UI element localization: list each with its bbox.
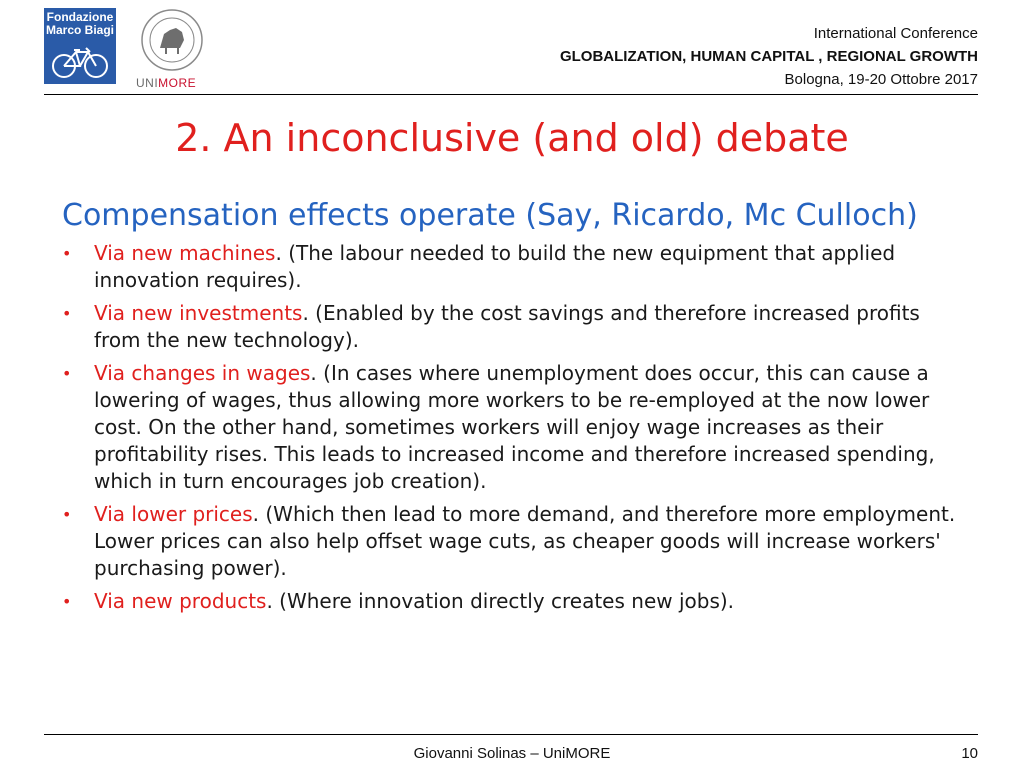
- bullet-list: [62, 240, 972, 615]
- bullet-highlight: Via new investments: [94, 301, 303, 325]
- bullet-icon: •: [62, 304, 72, 323]
- conference-line: International Conference: [813, 25, 978, 42]
- bullet-icon: •: [62, 505, 72, 524]
- bullet-text: . (Enabled by the cost savings and therefore increased profits from the new technology).: [94, 301, 920, 352]
- bullet-item: [62, 588, 972, 615]
- conference-header: [560, 22, 978, 91]
- slide-content: [62, 196, 972, 621]
- bullet-item: [62, 240, 972, 294]
- logo-line-1: Fondazione: [46, 10, 114, 24]
- bullet-text: . (In cases where unemployment does occur, this can cause a lowering of wages, thus allowing more workers to be re-employed at the now lower cost. On the other hand, sometimes workers will enjoy wage increases as their profitability rises. This leads to increased income and therefore increased spending, which in turn encourages job creation).: [94, 361, 935, 493]
- bullet-highlight: Via lower prices: [94, 502, 253, 526]
- bullet-icon: •: [62, 592, 72, 611]
- bullet-item: [62, 300, 972, 354]
- header-divider: [44, 94, 978, 95]
- page-number: 10: [961, 745, 978, 762]
- unimore-more: MORE: [158, 76, 197, 90]
- header-logos: [44, 8, 214, 90]
- bullet-highlight: Via new products: [94, 589, 267, 613]
- bullet-text: . (Where innovation directly creates new jobs).: [266, 589, 735, 613]
- bullet-highlight: Via new machines: [94, 241, 276, 265]
- fondazione-marco-biagi-logo: [44, 8, 116, 84]
- bullet-item: [62, 501, 972, 582]
- footer-divider: [44, 734, 978, 735]
- intro-text: Compensation effects operate (Say, Ricardo, Mc Culloch): [62, 198, 918, 233]
- logo-line-2: Marco Biagi: [45, 23, 114, 37]
- bullet-item: [62, 360, 972, 495]
- bullet-text: . (The labour needed to build the new equipment that applied innovation requires).: [94, 241, 896, 292]
- conference-title: GLOBALIZATION, HUMAN CAPITAL , REGIONAL GROWTH: [559, 48, 978, 65]
- bicycle-icon: [50, 44, 110, 80]
- bullet-icon: •: [62, 364, 72, 383]
- slide-title: 2. An inconclusive (and old) debate: [175, 116, 849, 160]
- footer-author: Giovanni Solinas – UniMORE: [413, 745, 611, 762]
- bullet-icon: •: [62, 244, 72, 263]
- bullet-highlight: Via changes in wages: [94, 361, 311, 385]
- unimore-uni: UNI: [136, 76, 159, 90]
- university-seal-icon: [140, 8, 204, 72]
- conference-place-date: Bologna, 19-20 Ottobre 2017: [784, 71, 978, 88]
- bullet-text: . (Which then lead to more demand, and therefore more employment. Lower prices can also help offset wage cuts, as cheaper goods will increase workers' purchasing power).: [94, 502, 956, 580]
- unimore-wordmark: [136, 76, 196, 90]
